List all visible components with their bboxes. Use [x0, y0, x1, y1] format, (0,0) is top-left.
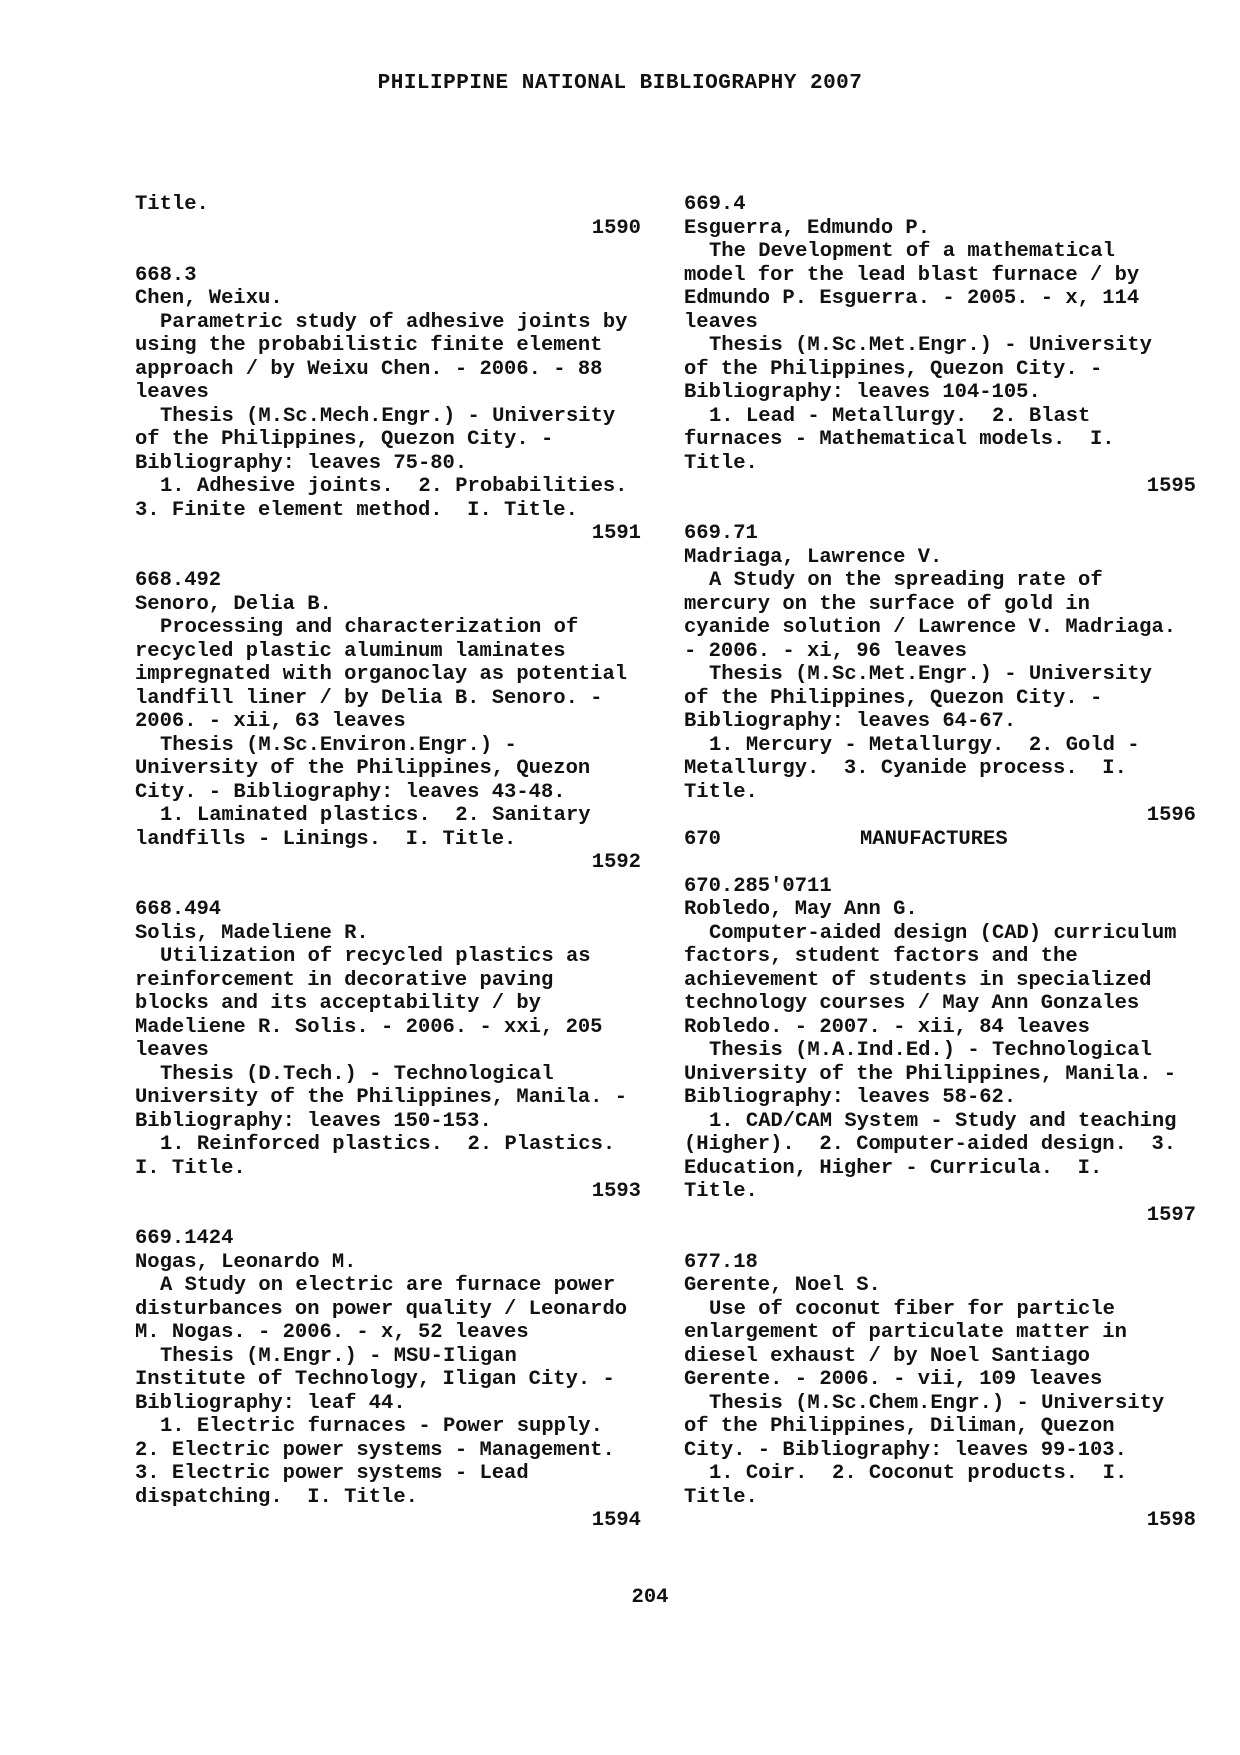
- entry-description-line: achievement of students in specialized: [684, 968, 1152, 992]
- entry-author: Gerente, Noel S.: [684, 1274, 881, 1297]
- entry-note-line: Thesis (M.Sc.Met.Engr.) - University: [709, 663, 1152, 686]
- entry-description-line: A Study on electric are furnace power: [160, 1274, 616, 1297]
- left-column: [135, 193, 641, 1533]
- class-number: 668.494: [135, 898, 222, 921]
- class-number: 670.285'0711: [684, 874, 832, 898]
- entry-description-line: using the probabilistic finite element: [135, 334, 603, 357]
- entry-note-line: University of the Philippines, Manila. -: [135, 1086, 628, 1109]
- entry-note-line: Thesis (M.A.Ind.Ed.) - Technological: [709, 1039, 1152, 1062]
- entry-subjects-line: 1. Laminated plastics. 2. Sanitary: [160, 804, 591, 827]
- entry-description-line: Madeliene R. Solis. - 2006. - xxi, 205: [135, 1015, 603, 1039]
- entry-description-line: The Development of a mathematical: [709, 240, 1115, 263]
- entry-author: Senoro, Delia B.: [135, 592, 332, 616]
- bibliography-entry: [135, 264, 641, 546]
- bibliography-entry: [135, 569, 641, 875]
- entry-description-line: impregnated with organoclay as potential: [135, 663, 628, 686]
- entry-description-line: Computer-aided design (CAD) curriculum: [709, 921, 1177, 945]
- entry-number: 1592: [591, 851, 641, 874]
- bibliography-entry: [684, 193, 1196, 499]
- entry-description-line: diesel exhaust / by Noel Santiago: [684, 1344, 1090, 1368]
- entry-note-line: Thesis (M.Sc.Chem.Engr.) - University: [709, 1391, 1165, 1415]
- class-number: 669.71: [684, 522, 758, 545]
- class-number: 668.492: [135, 569, 222, 592]
- entry-subjects-line: Title.: [684, 1180, 758, 1203]
- entry-note-line: Thesis (M.Sc.Met.Engr.) - University: [709, 334, 1152, 357]
- entry-description-line: Parametric study of adhesive joints by: [160, 310, 628, 334]
- entry-description-line: Gerente. - 2006. - vii, 109 leaves: [684, 1368, 1103, 1391]
- entry-note-line: Thesis (D.Tech.) - Technological: [160, 1062, 554, 1086]
- entry-description-line: approach / by Weixu Chen. - 2006. - 88: [135, 357, 603, 381]
- entry-number: 1596: [1146, 804, 1196, 827]
- entry-description-line: 2006. - xii, 63 leaves: [135, 710, 406, 733]
- entry-note-line: of the Philippines, Quezon City. -: [684, 357, 1103, 381]
- entry-note-line: Bibliography: leaf 44.: [135, 1391, 406, 1415]
- entry-description-line: leaves: [135, 381, 209, 404]
- entry-note-line: of the Philippines, Quezon City. -: [684, 686, 1103, 710]
- class-number: 677.18: [684, 1250, 758, 1274]
- entry-description-line: M. Nogas. - 2006. - x, 52 leaves: [135, 1321, 529, 1344]
- entry-subjects-line: landfills - Linings. I. Title.: [135, 827, 517, 851]
- entry-description-line: Robledo. - 2007. - xii, 84 leaves: [684, 1015, 1090, 1039]
- entry-subjects-line: 1. Lead - Metallurgy. 2. Blast: [709, 404, 1091, 428]
- bibliography-entry: [684, 1251, 1196, 1533]
- entry-subjects-line: 1. Electric furnaces - Power supply.: [160, 1415, 603, 1438]
- bibliography-entry: [135, 1227, 641, 1533]
- entry-subjects-line: Title.: [684, 451, 758, 475]
- class-number: 669.1424: [135, 1227, 234, 1250]
- entry-note-line: of the Philippines, Quezon City. -: [135, 428, 554, 451]
- entry-note-line: Thesis (M.Sc.Environ.Engr.) -: [160, 733, 517, 757]
- section-code: 670: [684, 827, 721, 851]
- entry-subjects-line: Title.: [684, 780, 758, 804]
- entry-description-line: cyanide solution / Lawrence V. Madriaga.: [684, 616, 1177, 639]
- entry-subjects-line: 2. Electric power systems - Management.: [135, 1438, 615, 1462]
- entry-note-line: Thesis (M.Sc.Mech.Engr.) - University: [160, 404, 616, 428]
- entry-description-line: Use of coconut fiber for particle: [709, 1297, 1115, 1321]
- entry-subjects-line: 3. Electric power systems - Lead: [135, 1462, 529, 1485]
- entry-description-line: recycled plastic aluminum laminates: [135, 639, 566, 663]
- entry-description-line: landfill liner / by Delia B. Senoro. -: [135, 686, 603, 710]
- entry-note-line: of the Philippines, Diliman, Quezon: [684, 1415, 1115, 1438]
- page-number: 204: [631, 1586, 669, 1609]
- entry-number: 1594: [591, 1509, 641, 1532]
- entry-subjects-line: Title.: [684, 1485, 758, 1509]
- continuation-title: Title.: [135, 193, 209, 216]
- entry-author: Chen, Weixu.: [135, 287, 283, 310]
- entry-description-line: disturbances on power quality / Leonardo: [135, 1297, 628, 1321]
- entry-author: Nogas, Leonardo M.: [135, 1250, 357, 1274]
- entry-author: Esguerra, Edmundo P.: [684, 216, 931, 240]
- entry-description-line: Edmundo P. Esguerra. - 2005. - x, 114: [684, 287, 1140, 310]
- page-header: PHILIPPINE NATIONAL BIBLIOGRAPHY 2007: [377, 72, 863, 95]
- bibliography-entry: [684, 522, 1196, 828]
- entry-author: Madriaga, Lawrence V.: [684, 545, 943, 569]
- entry-note-line: Bibliography: leaves 150-153.: [135, 1109, 492, 1133]
- class-number: 668.3: [135, 263, 197, 287]
- entry-subjects-line: 1. Reinforced plastics. 2. Plastics.: [160, 1133, 616, 1156]
- entry-subjects-line: (Higher). 2. Computer-aided design. 3.: [684, 1133, 1177, 1156]
- entry-description-line: model for the lead blast furnace / by: [684, 263, 1140, 287]
- entry-subjects-line: 1. Coir. 2. Coconut products. I.: [709, 1462, 1128, 1485]
- entry-note-line: Bibliography: leaves 104-105.: [684, 381, 1041, 404]
- entry-number: 1593: [591, 1180, 641, 1203]
- entry-description-line: reinforcement in decorative paving: [135, 968, 554, 992]
- bibliography-entry: [684, 875, 1196, 1228]
- bibliography-entry: [135, 898, 641, 1204]
- entry-subjects-line: furnaces - Mathematical models. I.: [684, 428, 1115, 451]
- entry-description-line: technology courses / May Ann Gonzales: [684, 992, 1140, 1015]
- entry-note-line: Institute of Technology, Iligan City. -: [135, 1368, 615, 1391]
- right-column: [684, 193, 1196, 1533]
- entry-subjects-line: dispatching. I. Title.: [135, 1485, 418, 1509]
- entry-subjects-line: 1. Adhesive joints. 2. Probabilities.: [160, 475, 628, 498]
- entry-description-line: factors, student factors and the: [684, 945, 1078, 968]
- entry-description-line: - 2006. - xi, 96 leaves: [684, 639, 967, 663]
- entry-note-line: University of the Philippines, Manila. -: [684, 1062, 1177, 1086]
- entry-number: 1598: [1146, 1509, 1196, 1532]
- entry-note-line: Thesis (M.Engr.) - MSU-Iligan: [160, 1344, 517, 1368]
- entry-description-line: A Study on the spreading rate of: [709, 569, 1103, 592]
- entry-subjects-line: Education, Higher - Curricula. I.: [684, 1156, 1103, 1180]
- entry-note-line: University of the Philippines, Quezon: [135, 757, 591, 780]
- entry-note-line: Bibliography: leaves 58-62.: [684, 1086, 1017, 1109]
- entry-description-line: leaves: [135, 1039, 209, 1062]
- entry-author: Solis, Madeliene R.: [135, 921, 369, 945]
- entry-number: 1597: [1146, 1203, 1196, 1227]
- entry-author: Robledo, May Ann G.: [684, 898, 918, 921]
- entry-subjects-line: 1. Mercury - Metallurgy. 2. Gold -: [709, 733, 1140, 757]
- entry-note-line: City. - Bibliography: leaves 99-103.: [684, 1438, 1127, 1462]
- entry-number: 1590: [591, 216, 641, 240]
- entry-description-line: blocks and its acceptability / by: [135, 992, 541, 1015]
- entry-note-line: City. - Bibliography: leaves 43-48.: [135, 780, 566, 804]
- entry-subjects-line: 3. Finite element method. I. Title.: [135, 498, 578, 522]
- entry-subjects-line: I. Title.: [135, 1156, 246, 1180]
- entry-description-line: leaves: [684, 310, 758, 334]
- entry-description-line: mercury on the surface of gold in: [684, 592, 1090, 616]
- entry-number: 1595: [1146, 475, 1196, 498]
- section-heading: [684, 828, 1196, 852]
- entry-subjects-line: 1. CAD/CAM System - Study and teaching: [709, 1109, 1177, 1133]
- class-number: 669.4: [684, 193, 746, 216]
- section-title: MANUFACTURES: [860, 827, 1008, 851]
- entry-note-line: Bibliography: leaves 64-67.: [684, 710, 1017, 733]
- entry-description-line: Processing and characterization of: [160, 616, 579, 639]
- entry-number: 1591: [591, 522, 641, 545]
- entry-subjects-line: Metallurgy. 3. Cyanide process. I.: [684, 757, 1127, 780]
- entry-description-line: Utilization of recycled plastics as: [160, 945, 591, 968]
- entry-description-line: enlargement of particulate matter in: [684, 1321, 1127, 1344]
- entry-note-line: Bibliography: leaves 75-80.: [135, 451, 468, 475]
